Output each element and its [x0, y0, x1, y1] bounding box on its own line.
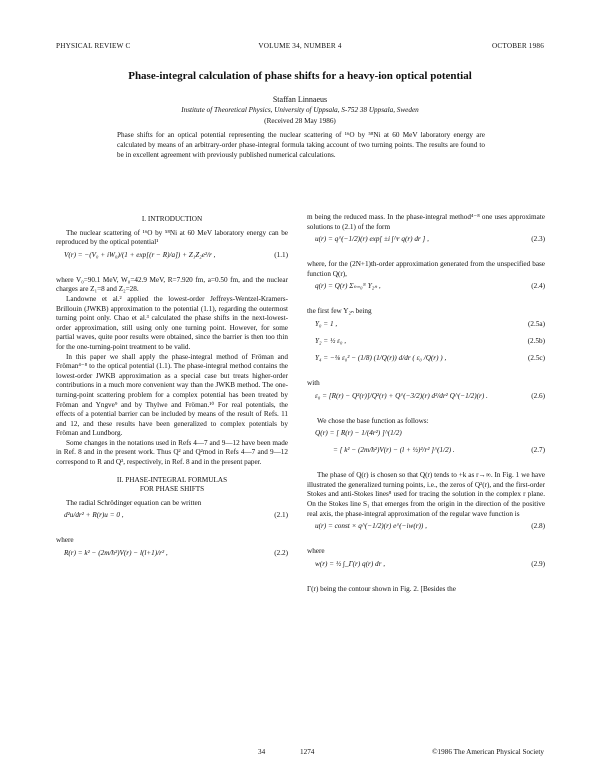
- equation: [307, 429, 545, 443]
- abstract: Phase shifts for an optical potential representing the nuclear scattering of ¹⁶O by ⁵⁸Ni at 60 MeV laboratory energy are calculated by means of an arbitrary-order phase-integral formula taking account of two turning points. The results are found to be in excellent agreement with previously published numerical calculations.: [117, 131, 485, 159]
- paragraph: where, for the (2N+1)th-order approximation generated from the unspecified base function Q(r),: [307, 260, 545, 278]
- equation: [56, 511, 288, 533]
- equation-number: (2.4): [531, 282, 545, 291]
- affiliation: Institute of Theoretical Physics, University of Uppsala, S-752 38 Uppsala, Sweden: [181, 106, 419, 114]
- paragraph: In this paper we shall apply the phase-integral method of Fröman and Fröman⁴⁻⁸ to the optical potential (1.1). The phase-integral method contains the lowest-order JWKB approximation as a special case but treats higher-order contributions in a much more convenient way than the JWKB method. The one-turning-point scattering problem for a complex potential has been treated by Fröman and Yngve⁹ and by Thylwe and Fröman.¹⁰ For real potentials, the effects of a potential barrier can be included by means of the result of Refs. 11 and 12, and these results have been generalized to complex potentials by Fröman and Lundborg.: [56, 352, 288, 438]
- equation-number: (2.5a): [528, 319, 545, 328]
- equation: [56, 549, 288, 571]
- equation: [307, 446, 545, 468]
- equation: [56, 251, 288, 273]
- equation: [307, 560, 545, 582]
- equation-body: q(r) = Q(r) Σₙ₌₀ᴺ Y₂ₙ ,: [315, 282, 381, 291]
- received-date: (Received 28 May 1986): [264, 117, 336, 125]
- issue-date: OCTOBER 1986: [492, 42, 544, 50]
- equation-number: (2.9): [531, 559, 545, 568]
- section-heading: I. INTRODUCTION: [141, 215, 203, 223]
- equation: [307, 392, 545, 414]
- journal-name: PHYSICAL REVIEW C: [56, 42, 131, 50]
- paragraph: where V₀=90.1 MeV, W₀=42.9 MeV, R=7.920 fm, a=0.50 fm, and the nuclear charges are Z₁=8 and Z₂=28.: [56, 275, 288, 294]
- equation-body: u(r) = q^(−1/2)(r) exp[ ±i ∫^r q(r) dr ] ,: [315, 235, 429, 244]
- volume-number: VOLUME 34, NUMBER 4: [258, 42, 342, 50]
- equation-body: ε₀ = [R(r) − Q²(r)]/Q²(r) + Q^(−3/2)(r) d²/dr² Q^(−1/2)(r) .: [315, 391, 488, 400]
- equation-number: (2.2): [274, 549, 288, 558]
- paragraph: where: [56, 536, 74, 545]
- copyright: ©1986 The American Physical Society: [432, 748, 544, 756]
- paragraph: The phase of Q(r) is chosen so that Q(r) tends to +k as r→∞. In Fig. 1 we have illustrated the generalized turning points, i.e., the zeros of Q²(r), and the first-order Stokes and anti-Stokes lines⁸ used for tracing the solution in the complex r plane. On the Stokes line S₁ that emerges from the origin in the direction of the positive real axis, the phase-integral approximation of the regular wave function is: [307, 471, 545, 518]
- equation-body: = [ k² − (2m/ħ²)V(r) − (l + ½)²/r² ]^(1/2) .: [333, 446, 455, 455]
- equation-body: Y₂ = ½ ε₀ ,: [315, 336, 347, 345]
- equation-body: u(r) = const × q^(−1/2)(r) e^(−iw(r)) ,: [315, 522, 427, 531]
- paragraph: Some changes in the notations used in Refs 4—7 and 9—12 have been made in Ref. 8 and in the present work. Thus Q² and Q²mod in Refs 4—7 and 9—12 correspond to R and Q², respectively, in Ref. 8 and in the present paper.: [56, 438, 288, 467]
- right-column: [307, 213, 545, 594]
- equation: [307, 337, 545, 351]
- paragraph: The radial Schrödinger equation can be written: [66, 498, 202, 507]
- paragraph: Γ(r) being the contour shown in Fig. 2. [Besides the: [307, 584, 456, 593]
- section-heading: II. PHASE-INTEGRAL FORMULAS: [116, 475, 228, 484]
- paragraph: where: [307, 547, 325, 556]
- paragraph: m being the reduced mass. In the phase-integral method⁴⁻⁸ one uses approximate solutions to (2.1) of the form: [307, 213, 545, 231]
- equation-number: (2.8): [531, 522, 545, 531]
- equation-number: (2.1): [274, 511, 288, 520]
- equation-number: (2.6): [531, 391, 545, 400]
- issue-page-number: 1274: [300, 748, 315, 756]
- paragraph: Landowne et al.² applied the lowest-order Jeffreys-Wentzel-Kramers-Brillouin (JWKB) approximation to the potential (1.1), regarding the outermost turning point only. Chao et al.³ calculated the phase shifts in the next-lowest-order approximation, still using only one turning point. However, for some partial waves, quite poor results were obtained, since the barrier is then too thin for the one-turning-point treatment to be valid.: [56, 294, 288, 351]
- equation-number: (2.3): [531, 235, 545, 244]
- paper-title: Phase-integral calculation of phase shifts for a heavy-ion optical potential: [128, 70, 472, 82]
- page-number: 34: [258, 748, 266, 756]
- author: Staffan Linnaeus: [272, 95, 328, 104]
- paragraph: the first few Y₂ₙ being: [307, 307, 372, 316]
- section-heading: FOR PHASE SHIFTS: [139, 485, 205, 494]
- equation-body: Y₀ = 1 ,: [315, 319, 338, 328]
- left-column: [56, 213, 288, 574]
- equation-body: Y₄ = −⅛ ε₀² − (1/8) (1/Q(r)) d/dr ( ε₀ /Q(r) ) ,: [315, 353, 447, 362]
- equation: [307, 282, 545, 304]
- equation: [307, 354, 545, 376]
- equation-body: d²u/dr² + R(r)u = 0 ,: [64, 511, 124, 520]
- paragraph: The nuclear scattering of ¹⁶O by ⁵⁸Ni at 60 MeV laboratory energy can be reproduced by the optical potential¹: [56, 228, 288, 247]
- equation-body: Q(r) = [ R(r) − 1/(4r²) ]^(1/2): [315, 429, 402, 438]
- equation-body: R(r) = k² − (2m/ħ²)V(r) − l(l+1)/r² ,: [64, 549, 168, 558]
- paragraph: with: [307, 378, 320, 387]
- equation: [307, 320, 545, 334]
- equation-number: (2.5b): [527, 336, 545, 345]
- equation: [307, 522, 545, 544]
- equation-number: (1.1): [274, 250, 288, 259]
- paragraph: We chose the base function as follows:: [317, 416, 429, 425]
- equation-number: (2.5c): [528, 353, 545, 362]
- equation-number: (2.7): [531, 446, 545, 455]
- equation-body: V(r) = −(V₀ + iW₀)/(1 + exp[(r − R)/a]) + Z₁Z₂e²/r ,: [64, 250, 216, 259]
- equation-body: w(r) = ½ ∫_Γ(r) q(r) dr ,: [315, 559, 386, 568]
- equation: [307, 235, 545, 257]
